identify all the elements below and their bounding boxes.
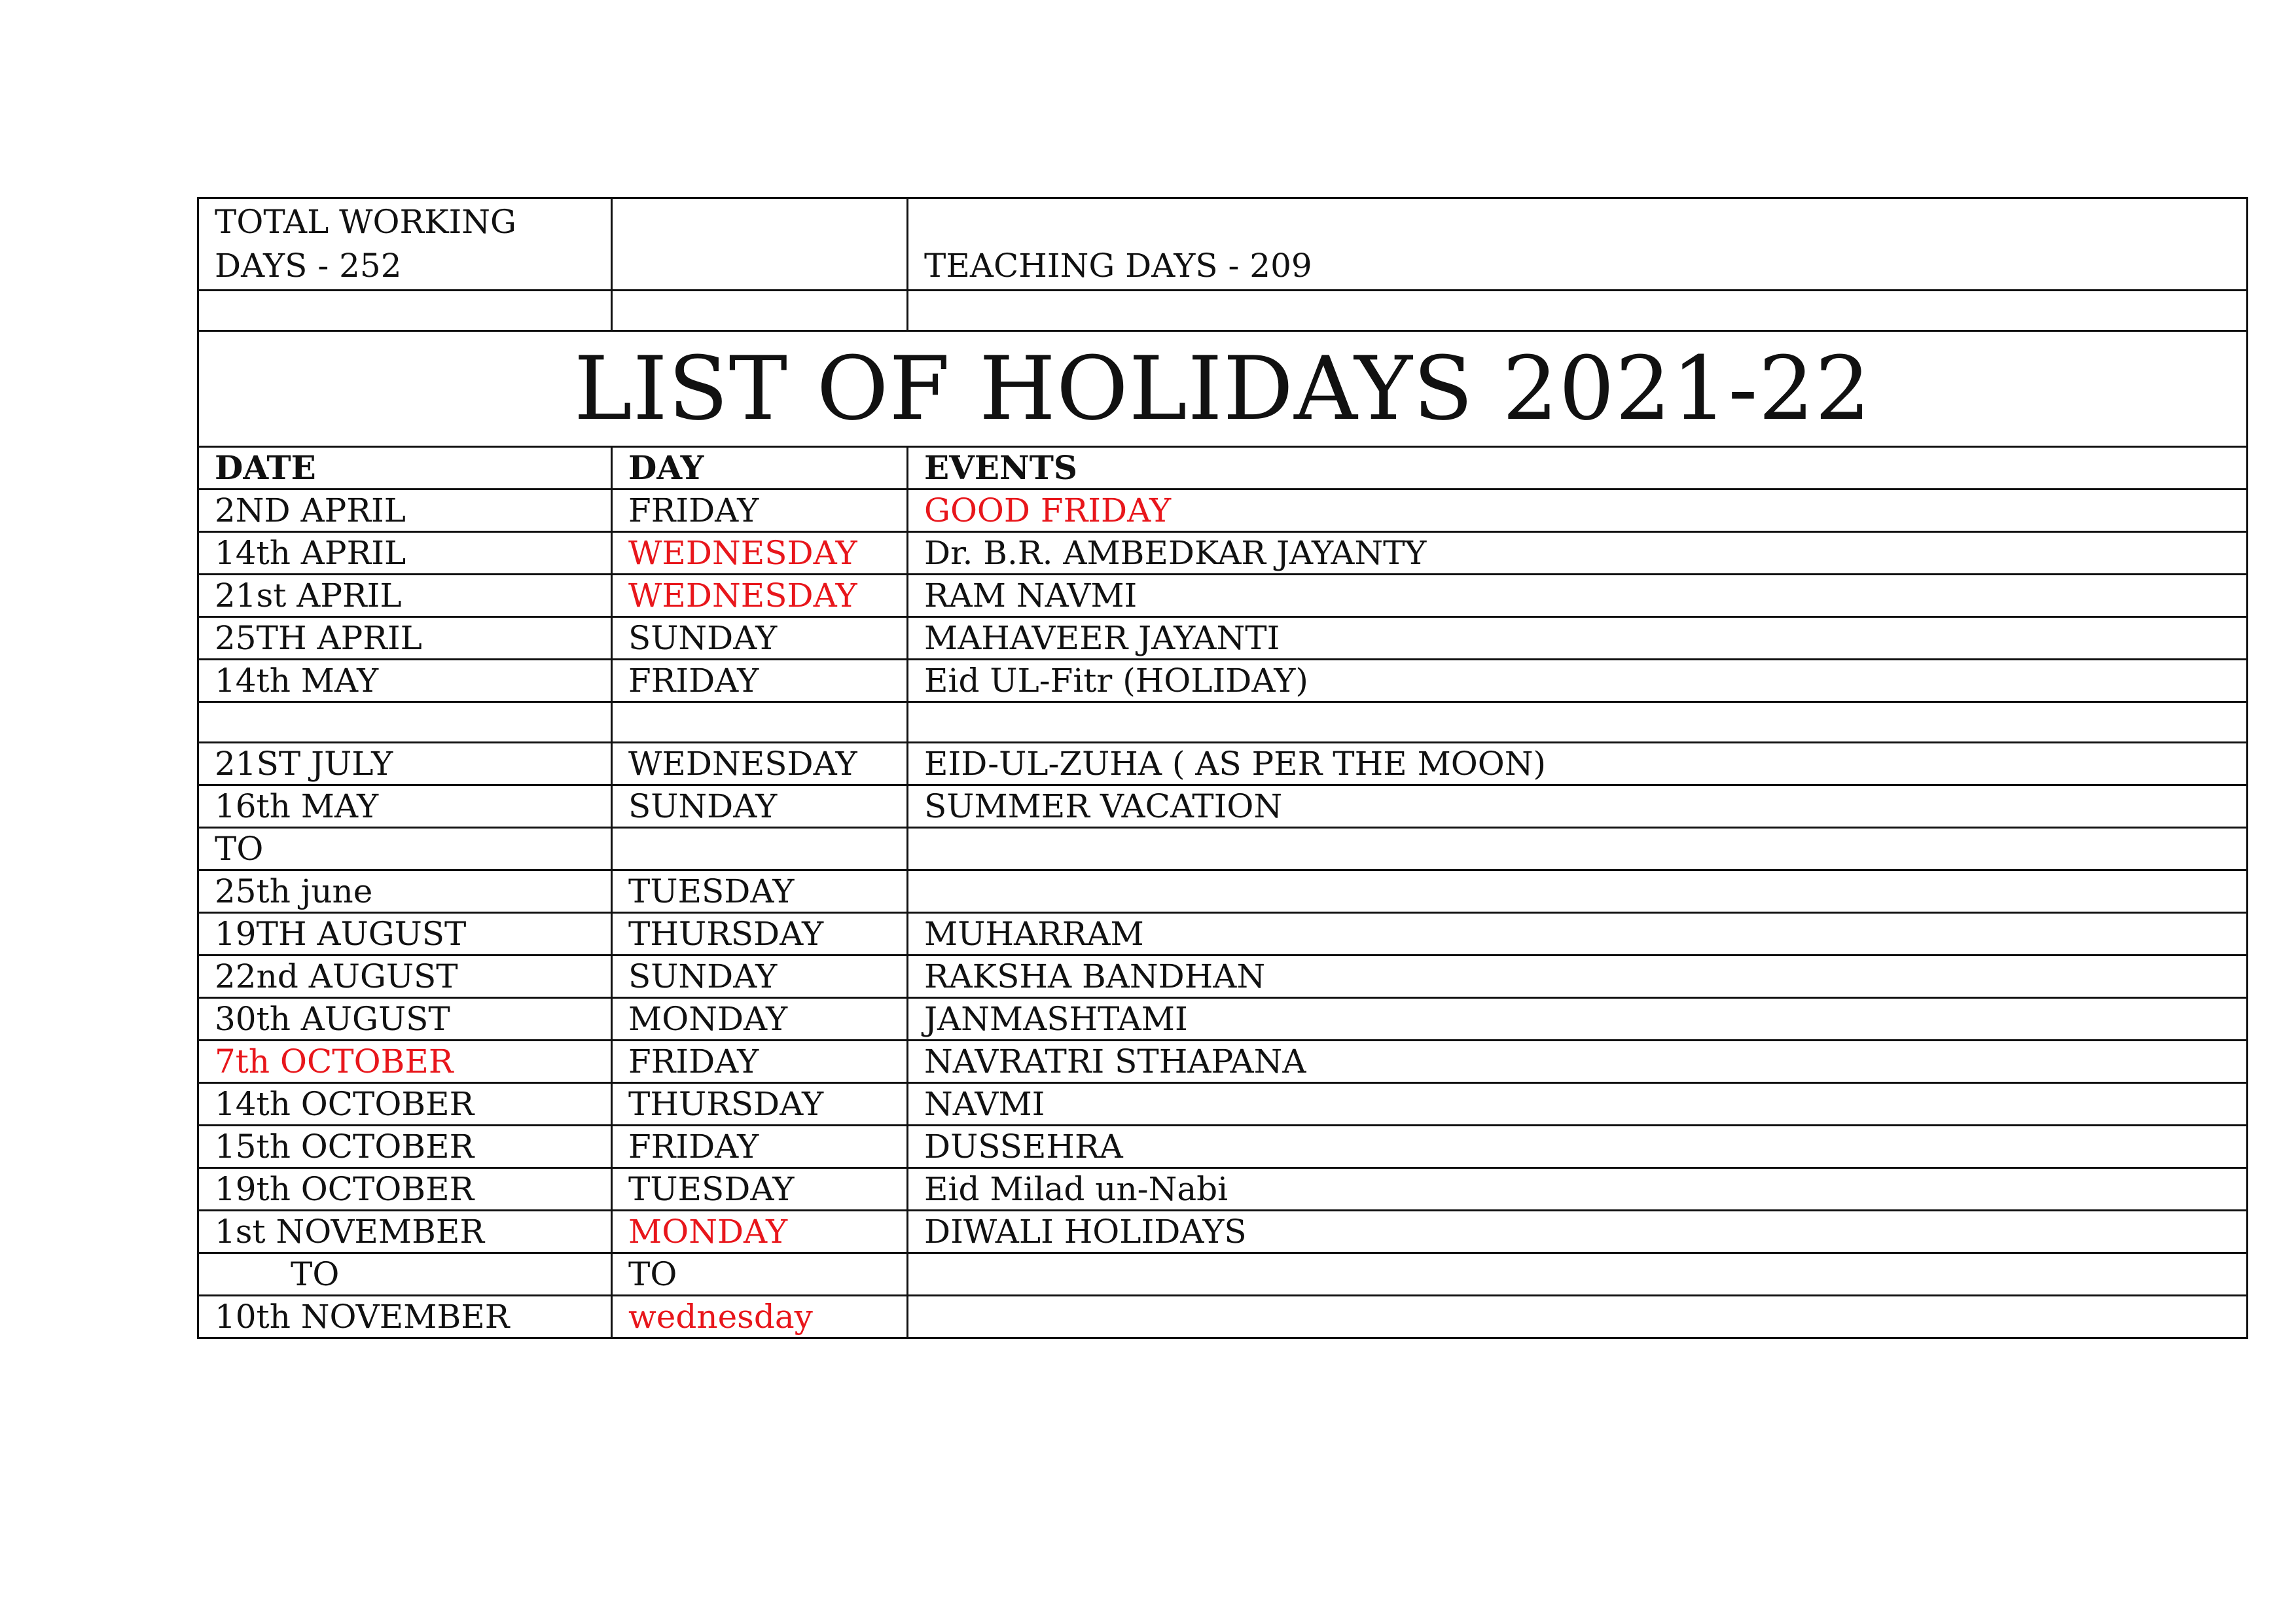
table-row	[198, 1168, 2248, 1211]
date-cell	[198, 702, 612, 743]
date-cell: 25th june	[198, 870, 612, 913]
title-row	[198, 331, 2248, 447]
table-row	[198, 1211, 2248, 1253]
day-cell: SUNDAY	[612, 955, 908, 998]
spacer-cell	[198, 291, 612, 331]
day-cell: TO	[612, 1253, 908, 1296]
date-cell: TO	[198, 828, 612, 870]
table-row	[198, 660, 2248, 702]
day-cell: THURSDAY	[612, 913, 908, 955]
date-cell: 19th OCTOBER	[198, 1168, 612, 1211]
event-cell: MAHAVEER JAYANTI	[908, 617, 2248, 660]
event-cell: NAVMI	[908, 1083, 2248, 1126]
table-row	[198, 1041, 2248, 1083]
date-cell: 14th OCTOBER	[198, 1083, 612, 1126]
table-row	[198, 702, 2248, 743]
date-cell: 30th AUGUST	[198, 998, 612, 1041]
page-title: LIST OF HOLIDAYS 2021-22	[198, 331, 2248, 447]
event-cell: NAVRATRI STHAPANA	[908, 1041, 2248, 1083]
table-row	[198, 998, 2248, 1041]
date-cell: TO	[198, 1253, 612, 1296]
event-cell: RAM NAVMI	[908, 575, 2248, 617]
date-cell: 22nd AUGUST	[198, 955, 612, 998]
table-row	[198, 955, 2248, 998]
date-cell: 16th MAY	[198, 785, 612, 828]
table-row	[198, 490, 2248, 532]
day-cell: MONDAY	[612, 1211, 908, 1253]
spacer-cell	[612, 291, 908, 331]
event-cell: EID-UL-ZUHA ( AS PER THE MOON)	[908, 743, 2248, 785]
event-cell: Eid UL-Fitr (HOLIDAY)	[908, 660, 2248, 702]
event-cell: SUMMER VACATION	[908, 785, 2248, 828]
day-cell: FRIDAY	[612, 660, 908, 702]
day-cell: SUNDAY	[612, 785, 908, 828]
table-row	[198, 743, 2248, 785]
day-cell: FRIDAY	[612, 1041, 908, 1083]
day-cell: WEDNESDAY	[612, 532, 908, 575]
event-cell	[908, 1253, 2248, 1296]
column-header-date: DATE	[198, 447, 612, 490]
table-row	[198, 1253, 2248, 1296]
event-cell	[908, 1296, 2248, 1338]
day-cell: THURSDAY	[612, 1083, 908, 1126]
table-row	[198, 785, 2248, 828]
date-cell: 10th NOVEMBER	[198, 1296, 612, 1338]
table-row	[198, 828, 2248, 870]
day-cell: SUNDAY	[612, 617, 908, 660]
day-cell: TUESDAY	[612, 1168, 908, 1211]
holiday-table	[197, 197, 2248, 1339]
date-cell: 1st NOVEMBER	[198, 1211, 612, 1253]
day-cell: TUESDAY	[612, 870, 908, 913]
date-cell: 2ND APRIL	[198, 490, 612, 532]
event-cell: Eid Milad un-Nabi	[908, 1168, 2248, 1211]
date-cell: 21ST JULY	[198, 743, 612, 785]
table-row	[198, 870, 2248, 913]
teaching-days: TEACHING DAYS - 209	[908, 198, 2248, 291]
total-working-days: TOTAL WORKING DAYS - 252	[198, 198, 612, 291]
spacer-row	[198, 291, 2248, 331]
date-cell: 19TH AUGUST	[198, 913, 612, 955]
spacer-cell	[908, 291, 2248, 331]
date-cell: 14th MAY	[198, 660, 612, 702]
day-cell	[612, 702, 908, 743]
day-cell: WEDNESDAY	[612, 575, 908, 617]
table-row	[198, 913, 2248, 955]
date-cell: 7th OCTOBER	[198, 1041, 612, 1083]
event-cell: DUSSEHRA	[908, 1126, 2248, 1168]
table-row	[198, 575, 2248, 617]
day-cell	[612, 828, 908, 870]
holiday-table-body	[198, 198, 2248, 1338]
day-cell: FRIDAY	[612, 490, 908, 532]
summary-empty-cell	[612, 198, 908, 291]
day-cell: MONDAY	[612, 998, 908, 1041]
event-cell	[908, 702, 2248, 743]
day-cell: FRIDAY	[612, 1126, 908, 1168]
event-cell	[908, 870, 2248, 913]
date-cell: 15th OCTOBER	[198, 1126, 612, 1168]
event-cell: JANMASHTAMI	[908, 998, 2248, 1041]
holiday-list-sheet	[197, 197, 2246, 1339]
day-cell: WEDNESDAY	[612, 743, 908, 785]
event-cell	[908, 828, 2248, 870]
event-cell: GOOD FRIDAY	[908, 490, 2248, 532]
table-row	[198, 617, 2248, 660]
table-row	[198, 1296, 2248, 1338]
table-row	[198, 532, 2248, 575]
date-cell: 25TH APRIL	[198, 617, 612, 660]
event-cell: RAKSHA BANDHAN	[908, 955, 2248, 998]
header-row	[198, 447, 2248, 490]
event-cell: DIWALI HOLIDAYS	[908, 1211, 2248, 1253]
summary-row	[198, 198, 2248, 291]
event-cell: Dr. B.R. AMBEDKAR JAYANTY	[908, 532, 2248, 575]
date-cell: 14th APRIL	[198, 532, 612, 575]
day-cell: wednesday	[612, 1296, 908, 1338]
event-cell: MUHARRAM	[908, 913, 2248, 955]
column-header-day: DAY	[612, 447, 908, 490]
table-row	[198, 1126, 2248, 1168]
column-header-events: EVENTS	[908, 447, 2248, 490]
table-row	[198, 1083, 2248, 1126]
date-cell: 21st APRIL	[198, 575, 612, 617]
